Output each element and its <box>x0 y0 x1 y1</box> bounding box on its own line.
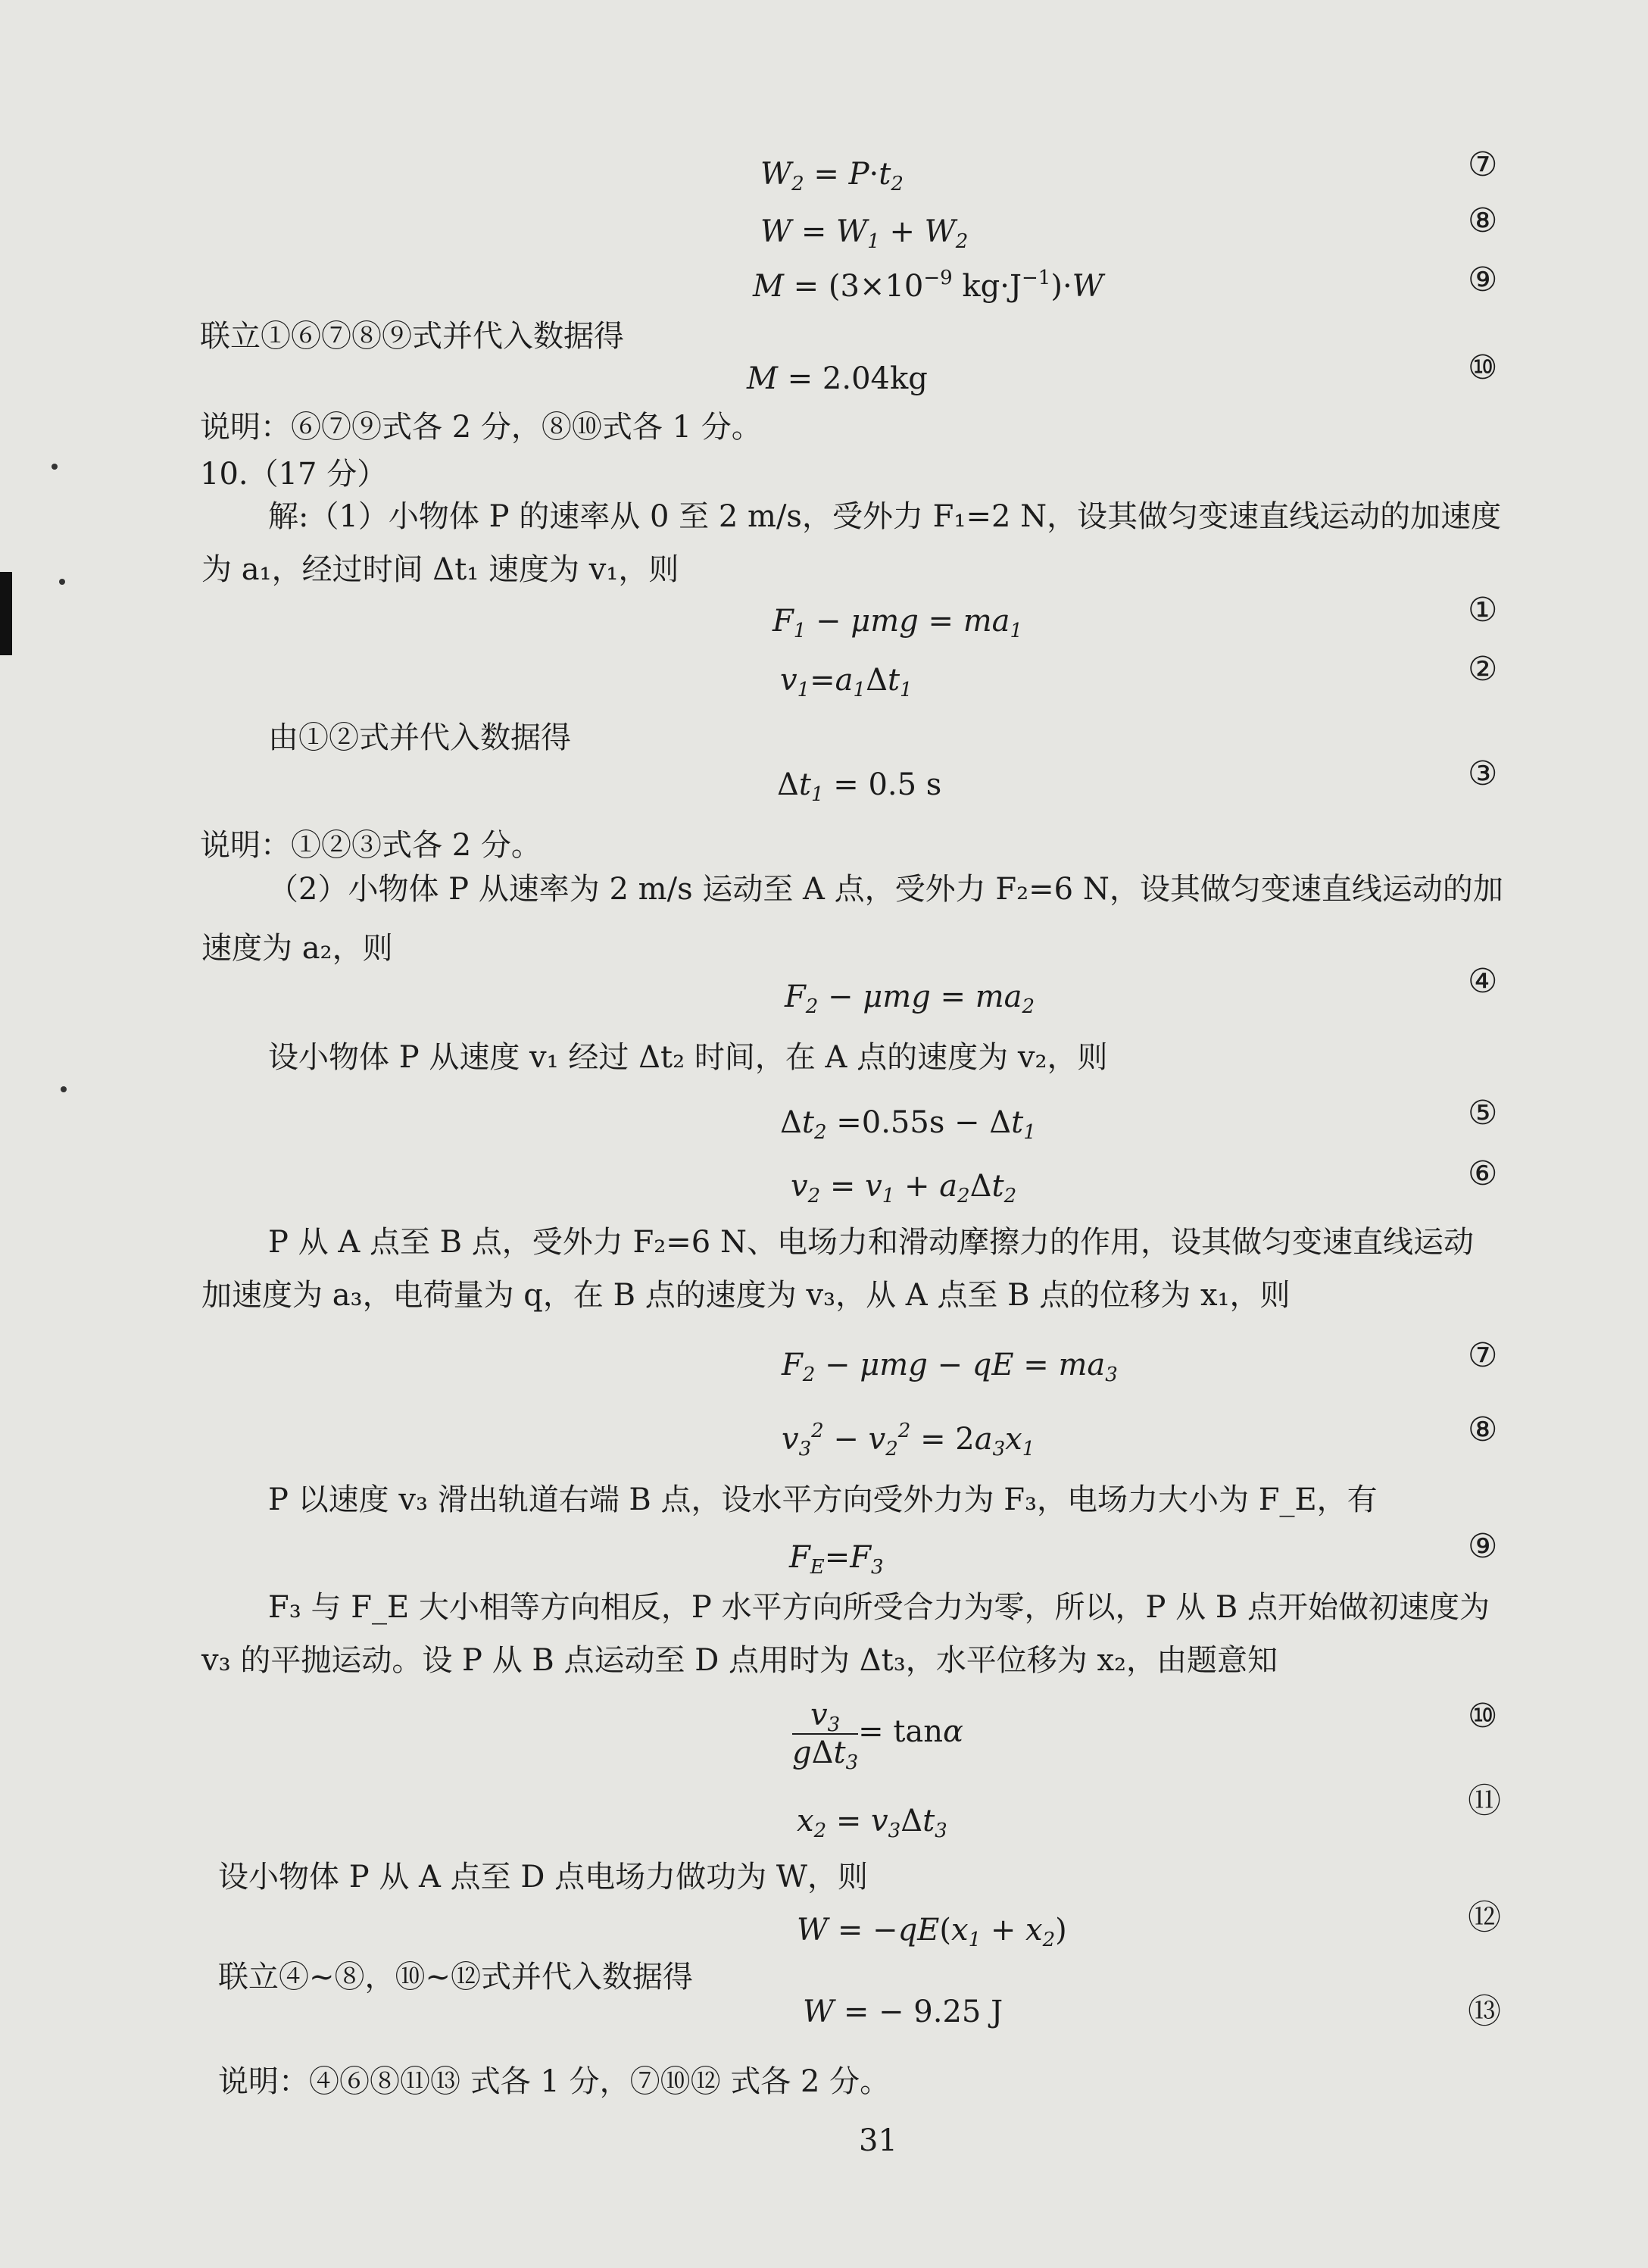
equation-5: $\Delta t_2 =0.55s - \Delta t_1$ <box>780 1105 1036 1144</box>
scoring-note: 说明：①②③式各 2 分。 <box>200 828 542 863</box>
scoring-note: 说明：④⑥⑧⑪⑬ 式各 1 分，⑦⑩⑫ 式各 2 分。 <box>218 2064 891 2099</box>
equation-number: ⑦ <box>1468 1336 1498 1375</box>
equation-w: $W = W_1 + W_2$ <box>760 214 969 253</box>
equation-number: ⑨ <box>1468 261 1498 299</box>
equation-2: $v_1=a_1\Delta t_1$ <box>780 663 913 701</box>
text-combine: 联立①⑥⑦⑧⑨式并代入数据得 <box>200 319 624 354</box>
paragraph: v₃ 的平抛运动。设 P 从 B 点运动至 D 点用时为 Δt₃，水平位移为 x₂，由题意知 <box>201 1643 1278 1678</box>
scan-edge-mark <box>0 572 12 655</box>
equation-11: $x_2 = v_3\Delta t_3$ <box>797 1804 947 1842</box>
equation-m: $M = (3\times 10^{-9}$ $kg\cdot J^{-1})\cdot W$ <box>753 267 1103 304</box>
paragraph: 由①②式并代入数据得 <box>268 720 571 755</box>
equation-3: $\Delta t_1 = 0.5$ s <box>777 767 942 806</box>
equation-1: $F_1 - \mu mg = ma_1$ <box>772 604 1023 642</box>
equation-number: ⑦ <box>1468 145 1498 184</box>
equation-number: ③ <box>1468 754 1498 793</box>
paragraph: 解:（1）小物体 P 的速率从 0 至 2 m/s，受外力 F₁=2 N，设其做匀变速直线运动的加速度 <box>268 499 1502 534</box>
equation-6: $v_2 = v_1 + a_2\Delta t_2$ <box>791 1169 1017 1207</box>
paragraph: P 以速度 v₃ 滑出轨道右端 B 点，设水平方向受外力为 F₃，电场力大小为 F_E，有 <box>268 1482 1378 1517</box>
equation-number: ① <box>1468 591 1498 629</box>
equation-4: $F_2 - \mu mg = ma_2$ <box>785 979 1035 1018</box>
paragraph: 设小物体 P 从速度 v₁ 经过 Δt₂ 时间，在 A 点的速度为 v₂，则 <box>268 1040 1108 1075</box>
scan-speck <box>52 464 58 470</box>
equation-m-result: M = 2.04kg <box>747 361 928 396</box>
equation-number: ⑪ <box>1468 1782 1501 1820</box>
paragraph: F₃ 与 F_E 大小相等方向相反，P 水平方向所受合力为零，所以，P 从 B 点开始做初速度为 <box>268 1590 1490 1625</box>
paragraph: 速度为 a₂，则 <box>201 931 393 966</box>
equation-9: $F_E=F_3$ <box>789 1540 884 1579</box>
equation-w2: $W_2 = P\cdot t_2$ <box>760 157 904 195</box>
equation-number: ② <box>1468 650 1498 689</box>
equation-13: W = − 9.25 J <box>803 1995 1003 2029</box>
text-combine: 联立④~⑧，⑩~⑫式并代入数据得 <box>218 1960 694 1995</box>
equation-number: ⑩ <box>1468 1697 1498 1735</box>
equation-number: ⑧ <box>1468 1410 1498 1449</box>
equation-7: $F_2 - \mu mg$ − qE = $ma_3$ <box>782 1348 1118 1386</box>
equation-number: ⑤ <box>1468 1094 1498 1132</box>
equation-number: ⑧ <box>1468 201 1498 240</box>
equation-number: ⑨ <box>1468 1527 1498 1566</box>
scan-speck <box>59 579 65 585</box>
paragraph: 为 a₁，经过时间 Δt₁ 速度为 v₁，则 <box>201 552 679 587</box>
paragraph: 加速度为 a₃，电荷量为 q，在 B 点的速度为 v₃，从 A 点至 B 点的位移为 x₁，则 <box>201 1278 1291 1313</box>
problem-heading: 10.（17 分） <box>200 457 388 492</box>
page-number: 31 <box>859 2123 897 2158</box>
scoring-note: 说明：⑥⑦⑨式各 2 分，⑧⑩式各 1 分。 <box>200 410 762 445</box>
paragraph: （2）小物体 P 从速率为 2 m/s 运动至 A 点，受外力 F₂=6 N，设其做匀变速直线运动的加 <box>268 872 1503 907</box>
equation-8: $v_3^2 - v_2^2 = 2a_3x_1$ <box>782 1420 1035 1460</box>
equation-10: $\frac{v_3}{g\Delta t_3}$ = tanα <box>792 1698 964 1774</box>
paragraph: 设小物体 P 从 A 点至 D 点电场力做功为 W，则 <box>218 1860 868 1895</box>
equation-number: ④ <box>1468 962 1498 1001</box>
equation-number: ⑥ <box>1468 1154 1498 1193</box>
paragraph: P 从 A 点至 B 点，受外力 F₂=6 N、电场力和滑动摩擦力的作用，设其做匀变速直线运动 <box>268 1225 1474 1260</box>
equation-number: ⑫ <box>1468 1898 1501 1937</box>
equation-number: ⑬ <box>1468 1992 1501 2031</box>
equation-number: ⑩ <box>1468 348 1498 387</box>
equation-12: $W = -qE(x_1 + x_2)$ <box>797 1913 1067 1951</box>
scan-speck <box>61 1086 67 1092</box>
